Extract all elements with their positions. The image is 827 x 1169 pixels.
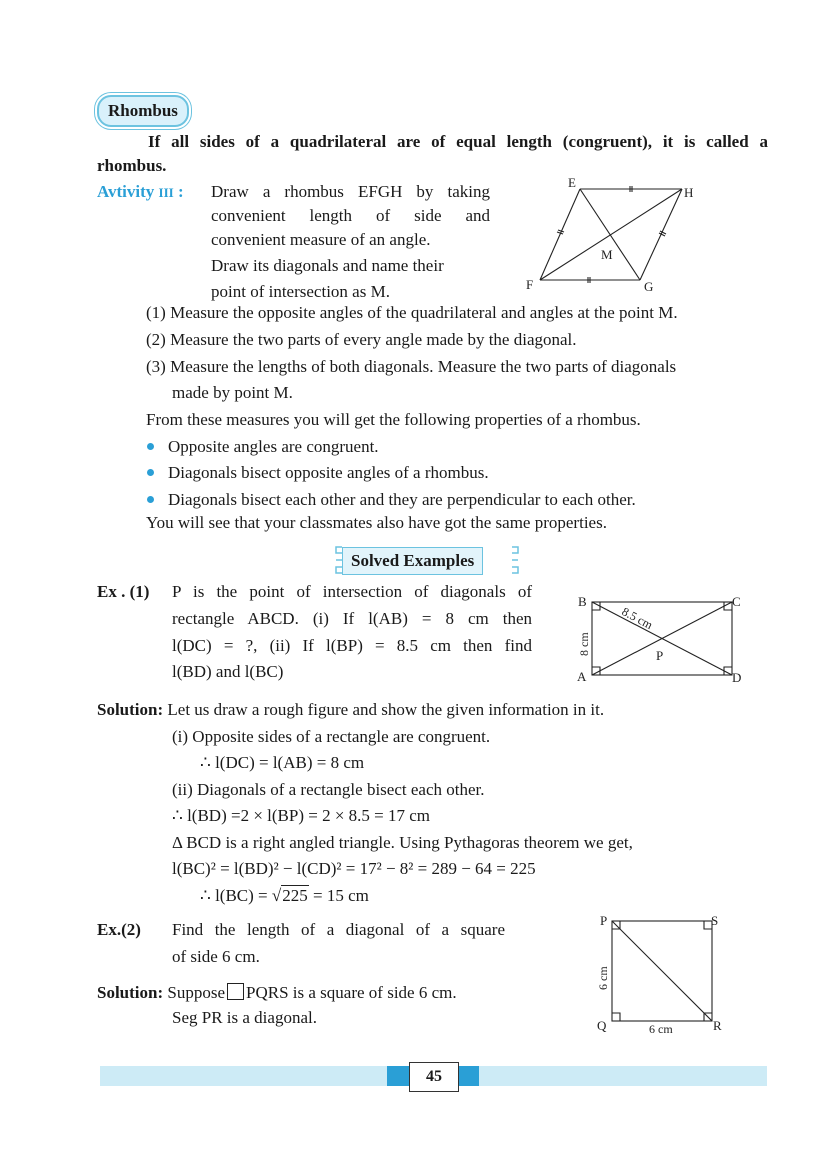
ex1-step-6: l(BC)² = l(BD)² − l(CD)² = 17² − 8² = 289 − 64 = 225 — [172, 859, 536, 878]
label-R: R — [713, 1018, 722, 1033]
ex1-solution-intro: Solution: Let us draw a rough figure and show the given information in it. — [97, 700, 605, 719]
solved-examples-title: Solved Examples — [342, 547, 483, 575]
property-3: Diagonals bisect each other and they are perpendicular to each other. — [168, 490, 636, 509]
label-M: M — [601, 247, 613, 262]
bullet-icon — [147, 443, 154, 450]
ex1-line-4: l(BD) and l(BC) — [172, 662, 284, 681]
ex2-line-2: of side 6 cm. — [172, 947, 260, 966]
step-3-cont: made by point M. — [172, 383, 293, 402]
label-F: F — [526, 277, 534, 292]
ex2-solution: Solution: Suppose PQRS is a square of side 6 cm. — [97, 983, 457, 1002]
bullet-icon — [147, 496, 154, 503]
label-Q: Q — [597, 1018, 607, 1033]
ex1-step-5: Δ BCD is a right angled triangle. Using Pythagoras theorem we get, — [172, 833, 633, 852]
side-label-8cm: 8 cm — [577, 632, 591, 656]
page-number: 45 — [409, 1062, 459, 1092]
ex2-solution-line-2: Seg PR is a diagonal. — [172, 1008, 317, 1027]
bottom-side-label: 6 cm — [649, 1022, 673, 1036]
activity-label: Avtivity III : — [97, 182, 184, 201]
step-2: (2) Measure the two parts of every angle made by the diagonal. — [146, 330, 577, 349]
label-P: P — [600, 913, 608, 928]
rhombus-figure — [520, 175, 710, 300]
activity-line-5: point of intersection as M. — [211, 282, 390, 301]
ex1-line-2: rectangle ABCD. (i) If l(AB) = 8 cm then — [172, 609, 532, 628]
property-1: Opposite angles are congruent. — [168, 437, 379, 456]
step-1: (1) Measure the opposite angles of the quadrilateral and angles at the point M. — [146, 303, 678, 322]
rectangle-figure — [570, 590, 750, 690]
label-B: B — [578, 594, 587, 609]
ornament-right-icon — [508, 545, 522, 575]
closing-line: You will see that your classmates also have got the same properties. — [146, 513, 607, 532]
square-figure — [585, 905, 735, 1040]
label-S: S — [711, 913, 719, 928]
activity-line-2: convenient length of side and — [211, 206, 490, 225]
property-2: Diagonals bisect opposite angles of a rhombus. — [168, 463, 489, 482]
activity-line-1: Draw a rhombus EFGH by taking — [211, 182, 490, 201]
label-G: G — [644, 279, 654, 294]
ex1-label: Ex . (1) — [97, 582, 150, 601]
ex1-line-1: P is the point of intersection of diagonals of — [172, 582, 532, 601]
square-symbol-icon — [227, 983, 244, 1000]
ex1-step-2: ∴ l(DC) = l(AB) = 8 cm — [200, 753, 365, 772]
ex1-final: ∴ l(BC) = √225 = 15 cm — [200, 886, 369, 905]
activity-line-4: Draw its diagonals and name their — [211, 256, 444, 275]
step-3: (3) Measure the lengths of both diagonals. Measure the two parts of diagonals — [146, 357, 677, 376]
left-side-label: 6 cm — [596, 966, 610, 990]
ex1-step-3: (ii) Diagonals of a rectangle bisect each other. — [172, 780, 485, 799]
ex1-step-1: (i) Opposite sides of a rectangle are congruent. — [172, 727, 491, 746]
section-heading: Rhombus — [97, 95, 189, 127]
label-H: H — [684, 185, 694, 200]
label-E: E — [568, 175, 576, 190]
activity-line-3: convenient measure of an angle. — [211, 230, 431, 249]
label-D: D — [732, 670, 742, 685]
properties-intro: From these measures you will get the following properties of a rhombus. — [146, 410, 641, 429]
ex2-label: Ex.(2) — [97, 920, 141, 939]
label-C: C — [732, 594, 741, 609]
definition-line-2: rhombus. — [97, 156, 167, 175]
diag-label-8.5cm: 8.5 cm — [619, 604, 656, 632]
bullet-icon — [147, 469, 154, 476]
ex2-line-1: Find the length of a diagonal of a square — [172, 920, 505, 939]
ex1-line-3: l(DC) = ?, (ii) If l(BP) = 8.5 cm then find — [172, 636, 532, 655]
ex1-step-4: ∴ l(BD) =2 × l(BP) = 2 × 8.5 = 17 cm — [172, 806, 431, 825]
label-A: A — [577, 669, 587, 684]
definition-line-1: If all sides of a quadrilateral are of equal length (congruent), it is called a — [148, 132, 768, 151]
label-P: P — [656, 648, 664, 663]
